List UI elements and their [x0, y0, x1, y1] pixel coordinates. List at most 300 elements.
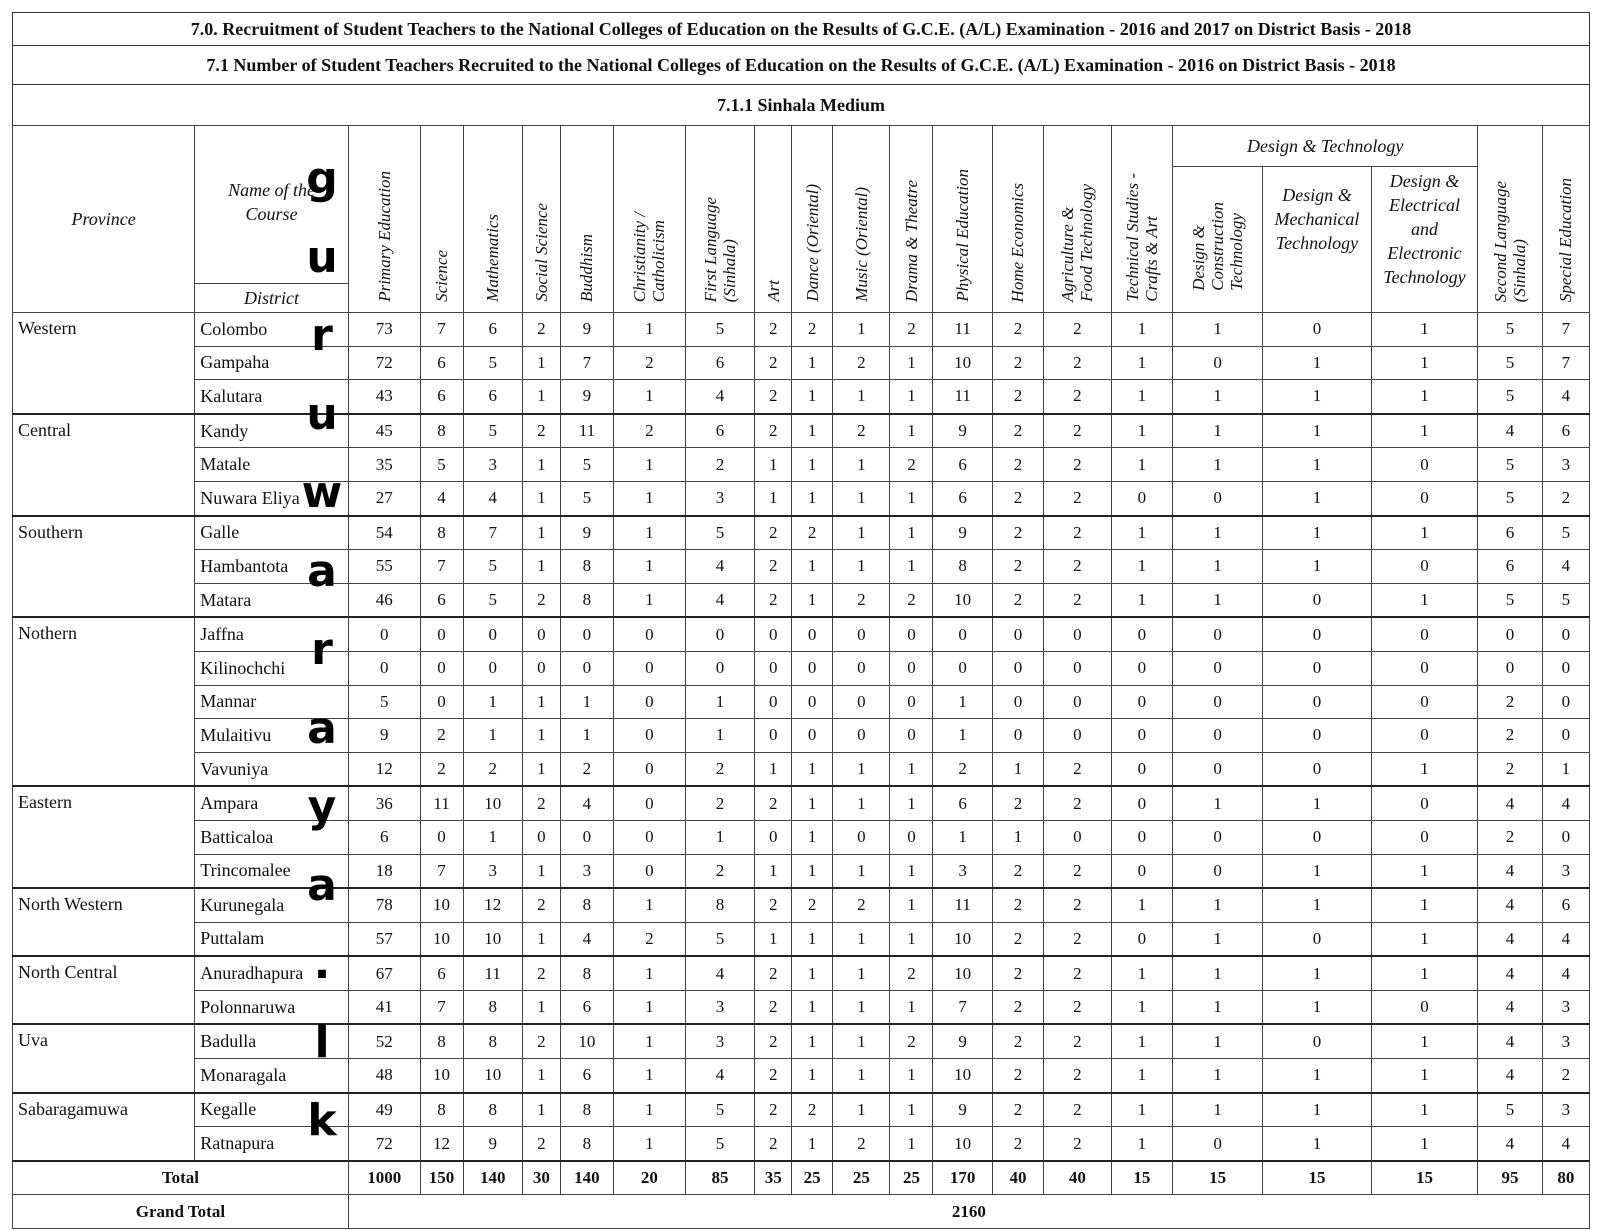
total-value: 40 — [1044, 1161, 1112, 1195]
total-value: 30 — [522, 1161, 560, 1195]
value-cell: 1 — [1173, 516, 1263, 550]
value-cell: 0 — [933, 617, 992, 651]
value-cell: 8 — [685, 888, 755, 922]
value-cell: 0 — [1263, 617, 1372, 651]
value-cell: 10 — [933, 1059, 992, 1093]
value-cell: 36 — [348, 786, 420, 820]
district-name: Batticaloa — [195, 820, 349, 854]
value-cell: 1 — [1263, 481, 1372, 515]
total-value: 1000 — [348, 1161, 420, 1195]
value-cell: 0 — [1173, 346, 1263, 380]
value-cell: 2 — [755, 888, 792, 922]
value-cell: 6 — [933, 448, 992, 482]
value-cell: 2 — [890, 956, 933, 990]
value-cell: 2 — [992, 956, 1043, 990]
table-row — [13, 888, 1590, 922]
column-header-11 — [890, 126, 933, 313]
value-cell: 1 — [890, 990, 933, 1024]
value-cell: 0 — [755, 685, 792, 719]
value-cell: 5 — [463, 583, 522, 617]
value-cell: 4 — [1478, 1127, 1543, 1161]
value-cell: 9 — [933, 1024, 992, 1058]
table-row — [13, 481, 1590, 515]
value-cell: 1 — [522, 1093, 560, 1127]
value-cell: 2 — [522, 786, 560, 820]
value-cell: 67 — [348, 956, 420, 990]
value-cell: 1 — [614, 481, 686, 515]
value-cell: 1 — [792, 752, 833, 786]
value-cell: 2 — [614, 414, 686, 448]
grand-total-label: Grand Total — [13, 1195, 349, 1229]
value-cell: 0 — [1111, 481, 1172, 515]
value-cell: 1 — [1173, 786, 1263, 820]
table-row — [13, 550, 1590, 584]
value-cell: 11 — [933, 313, 992, 347]
value-cell: 1 — [1371, 583, 1478, 617]
column-header-2 — [420, 126, 463, 313]
value-cell: 2 — [1044, 1024, 1112, 1058]
value-cell: 0 — [755, 719, 792, 753]
value-cell: 1 — [522, 346, 560, 380]
district-name: Ratnapura — [195, 1127, 349, 1161]
value-cell: 0 — [348, 651, 420, 685]
value-cell: 1 — [833, 1024, 890, 1058]
value-cell: 8 — [560, 550, 613, 584]
total-value: 15 — [1111, 1161, 1172, 1195]
value-cell: 0 — [1263, 583, 1372, 617]
value-cell: 10 — [933, 346, 992, 380]
value-cell: 2 — [992, 854, 1043, 888]
watermark-letter: k — [307, 1095, 337, 1146]
value-cell: 0 — [755, 820, 792, 854]
value-cell: 2 — [560, 752, 613, 786]
value-cell: 2 — [1478, 685, 1543, 719]
value-cell: 1 — [1111, 313, 1172, 347]
value-cell: 0 — [1478, 617, 1543, 651]
section-title: 7.1.1 Sinhala Medium — [12, 84, 1590, 125]
header-line: First Language — [701, 196, 721, 302]
value-cell: 2 — [1044, 516, 1112, 550]
value-cell: 2 — [890, 448, 933, 482]
district-name: Colombo — [195, 313, 349, 347]
value-cell: 2 — [792, 313, 833, 347]
value-cell: 0 — [1111, 719, 1172, 753]
watermark-letter: g — [306, 153, 338, 204]
value-cell: 0 — [1173, 719, 1263, 753]
header-line: Food Technology — [1077, 184, 1097, 302]
value-cell: 1 — [1542, 752, 1589, 786]
value-cell: 2 — [1044, 922, 1112, 956]
value-cell: 2 — [685, 786, 755, 820]
value-cell: 7 — [420, 990, 463, 1024]
value-cell: 1 — [833, 1059, 890, 1093]
value-cell: 0 — [1542, 617, 1589, 651]
value-cell: 2 — [1044, 956, 1112, 990]
total-value: 95 — [1478, 1161, 1543, 1195]
province-header — [13, 126, 195, 313]
district-name: Monaragala — [195, 1059, 349, 1093]
value-cell: 1 — [1263, 1093, 1372, 1127]
value-cell: 2 — [463, 752, 522, 786]
header-line: Mathematics — [483, 214, 503, 302]
value-cell: 0 — [463, 651, 522, 685]
value-cell: 1 — [792, 786, 833, 820]
value-cell: 1 — [614, 956, 686, 990]
value-cell: 5 — [685, 1093, 755, 1127]
district-name: Hambantota — [195, 550, 349, 584]
value-cell: 1 — [833, 786, 890, 820]
value-cell: 2 — [992, 448, 1043, 482]
table-row — [13, 956, 1590, 990]
value-cell: 1 — [1263, 990, 1372, 1024]
value-cell: 2 — [1542, 1059, 1589, 1093]
column-header-3 — [463, 126, 522, 313]
value-cell: 3 — [1542, 854, 1589, 888]
value-cell: 10 — [933, 583, 992, 617]
value-cell: 4 — [1542, 1127, 1589, 1161]
header-line: Agriculture & — [1058, 206, 1078, 302]
table-row — [13, 854, 1590, 888]
value-cell: 3 — [1542, 448, 1589, 482]
value-cell: 0 — [560, 820, 613, 854]
value-cell: 1 — [614, 1127, 686, 1161]
value-cell: 10 — [560, 1024, 613, 1058]
value-cell: 0 — [1371, 651, 1478, 685]
watermark-letter: l — [314, 1016, 330, 1068]
value-cell: 1 — [890, 854, 933, 888]
value-cell: 2 — [685, 752, 755, 786]
province-name: Central — [13, 414, 195, 516]
value-cell: 4 — [1542, 550, 1589, 584]
value-cell: 8 — [463, 1093, 522, 1127]
value-cell: 4 — [1478, 956, 1543, 990]
value-cell: 6 — [348, 820, 420, 854]
value-cell: 2 — [1044, 1127, 1112, 1161]
header-line: Physical Education — [953, 169, 973, 302]
table-row — [13, 685, 1590, 719]
value-cell: 2 — [890, 1024, 933, 1058]
value-cell: 1 — [522, 854, 560, 888]
value-cell: 2 — [755, 516, 792, 550]
value-cell: 1 — [833, 380, 890, 414]
table-row — [13, 583, 1590, 617]
design-technology-label: Design & Technology — [1246, 135, 1404, 156]
value-cell: 0 — [1111, 854, 1172, 888]
value-cell: 2 — [1044, 786, 1112, 820]
value-cell: 1 — [1263, 1059, 1372, 1093]
value-cell: 0 — [1371, 786, 1478, 820]
value-cell: 1 — [833, 922, 890, 956]
district-name: Polonnaruwa — [195, 990, 349, 1024]
value-cell: 1 — [522, 481, 560, 515]
column-header-dt-mechanical — [1263, 167, 1372, 313]
value-cell: 9 — [560, 516, 613, 550]
value-cell: 2 — [992, 583, 1043, 617]
value-cell: 2 — [755, 1093, 792, 1127]
value-cell: 1 — [1263, 888, 1372, 922]
value-cell: 1 — [1371, 922, 1478, 956]
course-label: Name of the Course — [228, 180, 316, 224]
value-cell: 1 — [1371, 1024, 1478, 1058]
header-line: Crafts & Art — [1141, 216, 1161, 302]
value-cell: 1 — [1111, 1127, 1172, 1161]
value-cell: 2 — [992, 922, 1043, 956]
value-cell: 6 — [420, 583, 463, 617]
value-cell: 2 — [1542, 481, 1589, 515]
value-cell: 1 — [792, 346, 833, 380]
value-cell: 10 — [933, 1127, 992, 1161]
header-line: Catholicism — [649, 219, 669, 302]
value-cell: 5 — [1478, 380, 1543, 414]
value-cell: 2 — [755, 346, 792, 380]
header-line: Design & — [1282, 185, 1352, 206]
value-cell: 1 — [792, 583, 833, 617]
value-cell: 48 — [348, 1059, 420, 1093]
value-cell: 5 — [1478, 448, 1543, 482]
value-cell: 0 — [1173, 752, 1263, 786]
value-cell: 8 — [420, 1024, 463, 1058]
value-cell: 1 — [560, 719, 613, 753]
grand-total-value: 2160 — [348, 1195, 1589, 1229]
province-name: Eastern — [13, 786, 195, 888]
value-cell: 2 — [792, 516, 833, 550]
table-row — [13, 1093, 1590, 1127]
value-cell: 4 — [1478, 922, 1543, 956]
value-cell: 0 — [560, 617, 613, 651]
table-row — [13, 651, 1590, 685]
value-cell: 2 — [833, 414, 890, 448]
header-line: Design & — [1389, 171, 1460, 192]
value-cell: 1 — [890, 481, 933, 515]
watermark-letter: . — [313, 938, 331, 989]
header-line: Primary Education — [374, 171, 394, 302]
value-cell: 2 — [992, 888, 1043, 922]
value-cell: 4 — [685, 956, 755, 990]
value-cell: 0 — [1044, 719, 1112, 753]
value-cell: 1 — [1263, 1127, 1372, 1161]
value-cell: 1 — [1173, 313, 1263, 347]
header-line: Science — [432, 250, 452, 302]
value-cell: 8 — [560, 1093, 613, 1127]
header-line: Dance (Oriental) — [802, 184, 822, 302]
column-header-1 — [348, 126, 420, 313]
value-cell: 1 — [614, 583, 686, 617]
value-cell: 1 — [1173, 550, 1263, 584]
value-cell: 1 — [1371, 854, 1478, 888]
value-cell: 1 — [1371, 380, 1478, 414]
value-cell: 4 — [1542, 956, 1589, 990]
value-cell: 2 — [1044, 313, 1112, 347]
value-cell: 9 — [560, 380, 613, 414]
value-cell: 1 — [792, 990, 833, 1024]
value-cell: 1 — [833, 516, 890, 550]
value-cell: 1 — [1173, 1059, 1263, 1093]
value-cell: 2 — [522, 1127, 560, 1161]
value-cell: 0 — [522, 651, 560, 685]
value-cell: 0 — [1371, 990, 1478, 1024]
value-cell: 1 — [1371, 956, 1478, 990]
value-cell: 0 — [1263, 719, 1372, 753]
value-cell: 1 — [1173, 448, 1263, 482]
value-cell: 8 — [420, 1093, 463, 1127]
column-header-6 — [614, 126, 686, 313]
value-cell: 1 — [1371, 414, 1478, 448]
value-cell: 1 — [1173, 990, 1263, 1024]
value-cell: 1 — [1371, 313, 1478, 347]
value-cell: 2 — [755, 1059, 792, 1093]
value-cell: 2 — [522, 1024, 560, 1058]
value-cell: 4 — [685, 380, 755, 414]
value-cell: 2 — [755, 583, 792, 617]
value-cell: 1 — [1263, 956, 1372, 990]
watermark-letter: w — [301, 467, 343, 518]
value-cell: 72 — [348, 1127, 420, 1161]
value-cell: 0 — [1263, 651, 1372, 685]
value-cell: 2 — [992, 414, 1043, 448]
value-cell: 0 — [614, 752, 686, 786]
district-name: Mulaitivu — [195, 719, 349, 753]
column-header-9 — [792, 126, 833, 313]
value-cell: 4 — [1478, 990, 1543, 1024]
total-value: 40 — [992, 1161, 1043, 1195]
value-cell: 5 — [685, 1127, 755, 1161]
value-cell: 1 — [890, 922, 933, 956]
value-cell: 4 — [420, 481, 463, 515]
value-cell: 57 — [348, 922, 420, 956]
value-cell: 1 — [992, 752, 1043, 786]
value-cell: 1 — [1371, 752, 1478, 786]
header-line: Design & — [1189, 225, 1209, 291]
table-row — [13, 313, 1590, 347]
value-cell: 9 — [560, 313, 613, 347]
value-cell: 1 — [1263, 448, 1372, 482]
column-header-14 — [1044, 126, 1112, 313]
table-row — [13, 719, 1590, 753]
value-cell: 5 — [463, 550, 522, 584]
district-name: Kilinochchi — [195, 651, 349, 685]
value-cell: 0 — [1173, 1127, 1263, 1161]
value-cell: 0 — [614, 820, 686, 854]
value-cell: 1 — [933, 685, 992, 719]
value-cell: 1 — [755, 481, 792, 515]
value-cell: 0 — [833, 685, 890, 719]
value-cell: 1 — [1371, 346, 1478, 380]
table-row — [13, 1024, 1590, 1058]
value-cell: 1 — [1263, 550, 1372, 584]
district-name: Ampara — [195, 786, 349, 820]
main-title: 7.0. Recruitment of Student Teachers to the National Colleges of Education on the Results of G.C.E. (A/L) Examination - 2016 and 2017 on District Basis - 2018 — [12, 12, 1590, 45]
value-cell: 7 — [420, 854, 463, 888]
value-cell: 0 — [1371, 719, 1478, 753]
district-name: Vavuniya — [195, 752, 349, 786]
value-cell: 1 — [685, 685, 755, 719]
course-district-header — [195, 126, 349, 313]
value-cell: 0 — [685, 617, 755, 651]
value-cell: 5 — [463, 414, 522, 448]
value-cell: 1 — [792, 448, 833, 482]
district-name: Jaffna — [195, 617, 349, 651]
value-cell: 78 — [348, 888, 420, 922]
value-cell: 0 — [1371, 685, 1478, 719]
value-cell: 4 — [1478, 1024, 1543, 1058]
value-cell: 0 — [1263, 685, 1372, 719]
value-cell: 5 — [1542, 516, 1589, 550]
value-cell: 5 — [685, 922, 755, 956]
value-cell: 2 — [1044, 414, 1112, 448]
value-cell: 7 — [420, 550, 463, 584]
column-header-7 — [685, 126, 755, 313]
district-name: Puttalam — [195, 922, 349, 956]
value-cell: 8 — [420, 516, 463, 550]
value-cell: 8 — [560, 888, 613, 922]
value-cell: 0 — [1111, 752, 1172, 786]
value-cell: 1 — [522, 1059, 560, 1093]
value-cell: 4 — [1542, 786, 1589, 820]
value-cell: 9 — [933, 516, 992, 550]
value-cell: 0 — [1542, 820, 1589, 854]
value-cell: 0 — [1173, 481, 1263, 515]
district-name: Mannar — [195, 685, 349, 719]
value-cell: 1 — [1111, 346, 1172, 380]
header-line: Christianity / — [630, 211, 650, 302]
value-cell: 1 — [792, 1024, 833, 1058]
value-cell: 2 — [992, 990, 1043, 1024]
value-cell: 0 — [933, 651, 992, 685]
value-cell: 11 — [933, 888, 992, 922]
value-cell: 0 — [755, 617, 792, 651]
province-name: Western — [13, 313, 195, 414]
table-row — [13, 922, 1590, 956]
table-row — [13, 346, 1590, 380]
total-value: 140 — [463, 1161, 522, 1195]
value-cell: 7 — [420, 313, 463, 347]
table-row — [13, 617, 1590, 651]
value-cell: 1 — [890, 1059, 933, 1093]
value-cell: 1 — [890, 1093, 933, 1127]
value-cell: 9 — [933, 414, 992, 448]
value-cell: 3 — [685, 990, 755, 1024]
value-cell: 1 — [614, 448, 686, 482]
value-cell: 0 — [522, 820, 560, 854]
province-name: Sabaragamuwa — [13, 1093, 195, 1161]
value-cell: 1 — [792, 1127, 833, 1161]
value-cell: 0 — [792, 719, 833, 753]
value-cell: 1 — [685, 719, 755, 753]
header-line: and — [1410, 219, 1438, 240]
value-cell: 4 — [685, 550, 755, 584]
value-cell: 1 — [755, 752, 792, 786]
value-cell: 1 — [755, 922, 792, 956]
value-cell: 9 — [933, 1093, 992, 1127]
value-cell: 52 — [348, 1024, 420, 1058]
value-cell: 0 — [1044, 651, 1112, 685]
header-line: Drama & Theatre — [901, 179, 921, 302]
value-cell: 0 — [614, 719, 686, 753]
value-cell: 1 — [933, 820, 992, 854]
value-cell: 0 — [833, 719, 890, 753]
value-cell: 2 — [1044, 448, 1112, 482]
value-cell: 1 — [1371, 1093, 1478, 1127]
header-line: Electronic — [1387, 243, 1462, 264]
value-cell: 4 — [1542, 922, 1589, 956]
value-cell: 1 — [792, 380, 833, 414]
value-cell: 1 — [755, 448, 792, 482]
watermark-letter: u — [306, 231, 338, 283]
table-row — [13, 516, 1590, 550]
value-cell: 73 — [348, 313, 420, 347]
value-cell: 1 — [890, 414, 933, 448]
value-cell: 1 — [1371, 516, 1478, 550]
